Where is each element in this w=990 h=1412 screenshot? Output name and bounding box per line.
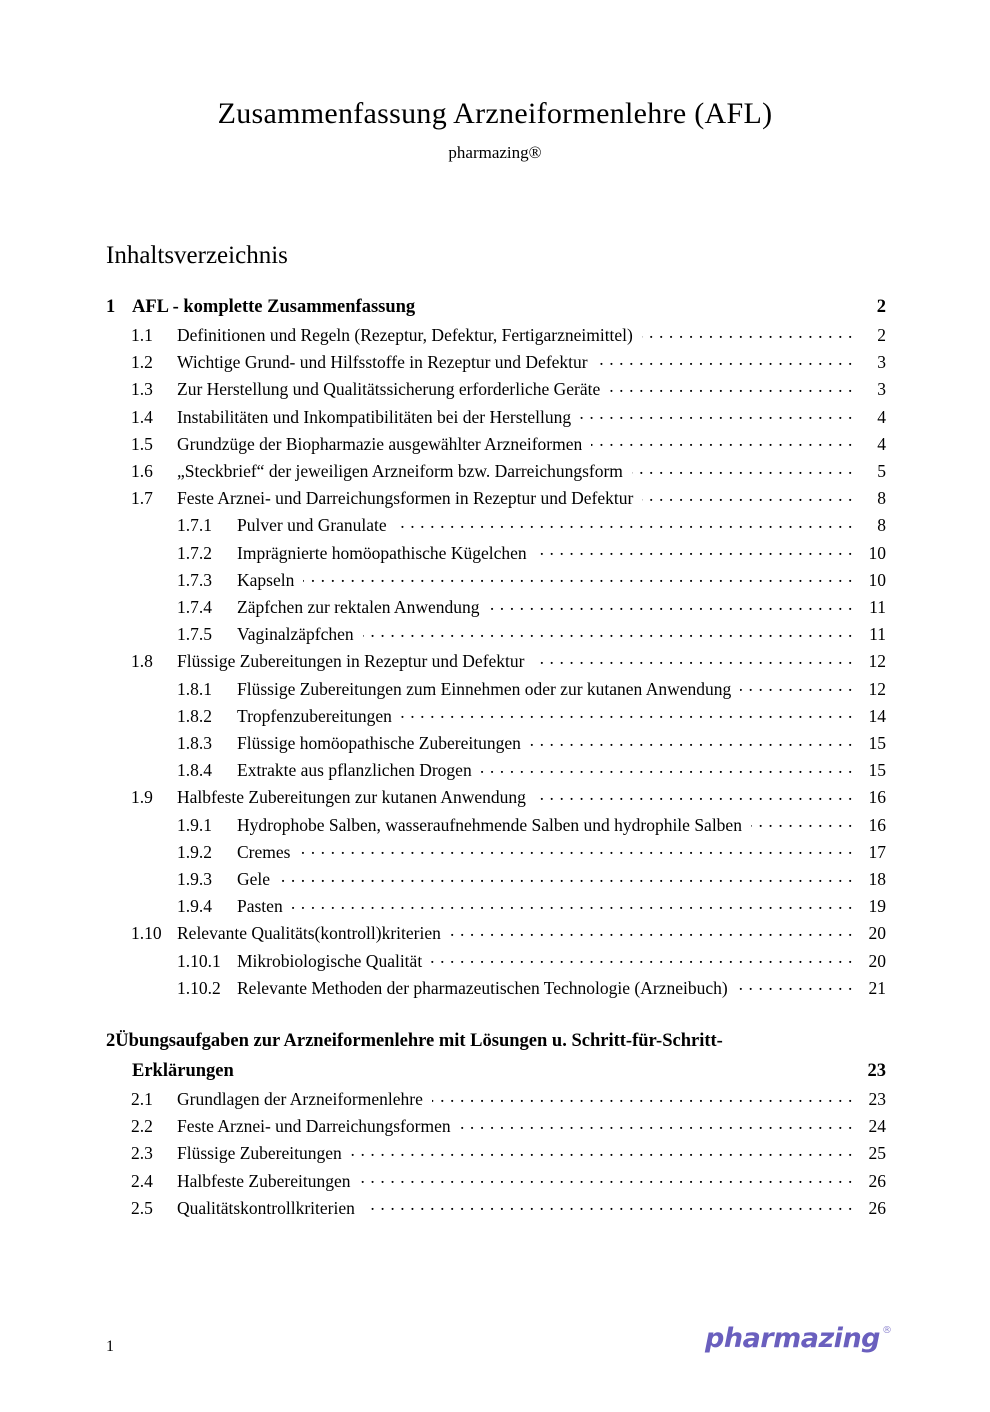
toc-entry-page: 12 [868,651,886,672]
toc-entry-page: 4 [877,406,886,427]
toc-dot-leader [401,704,853,722]
toc-entry-number: 1.7.3 [177,569,212,590]
toc-entry-label-continued: Erklärungen [132,1061,234,1082]
toc-entry[interactable] [106,1140,886,1167]
toc-entry[interactable] [106,1113,886,1140]
toc-entry-page: 26 [868,1197,886,1218]
toc-entry-label: Grundlagen der Arzneiformenlehre [177,1089,423,1110]
table-of-contents [106,292,886,1222]
toc-dot-leader [431,949,853,967]
toc-entry-label: Flüssige Zubereitungen zum Einnehmen oder zur kutanen Anwendung [237,678,732,699]
toc-entry-number: 1.10 [131,923,162,944]
toc-entry[interactable] [106,676,886,703]
toc-entry-number: 2.4 [131,1170,153,1191]
toc-entry-page: 16 [868,814,886,835]
toc-entry-page: 18 [868,869,886,890]
toc-dot-leader [363,623,853,641]
toc-dot-leader [424,294,853,313]
toc-dot-leader [292,895,853,913]
toc-dot-leader [535,786,853,804]
toc-entry-label: Pulver und Granulate [237,515,387,536]
toc-entry[interactable] [106,730,886,757]
toc-entry-label: Flüssige homöopathische Zubereitungen [237,733,521,754]
toc-entry-page: 3 [877,379,886,400]
toc-entry-line [106,1026,886,1056]
toc-entry-page: 15 [868,733,886,754]
toc-entry[interactable] [106,512,886,539]
toc-dot-leader [460,1115,853,1133]
toc-entry-line [106,1056,886,1086]
toc-entry-number: 1.8.2 [177,705,212,726]
toc-entry-page: 19 [868,896,886,917]
toc-dot-leader [642,324,853,342]
toc-dot-leader [737,976,853,994]
toc-entry[interactable] [106,404,886,431]
toc-entry[interactable] [106,1168,886,1195]
toc-entry-page: 11 [869,597,886,618]
toc-entry[interactable] [106,1026,886,1086]
page-title: Zusammenfassung Arzneiformenlehre (AFL) [217,97,773,130]
toc-entry-label: Zur Herstellung und Qualitätssicherung erforderliche Geräte [177,379,601,400]
toc-entry-page: 17 [868,841,886,862]
toc-entry-label: Flüssige Zubereitungen in Rezeptur und Defektur [177,651,525,672]
toc-entry-number: 1.5 [131,433,153,454]
toc-entry[interactable] [106,757,886,784]
toc-entry-number: 1.9.1 [177,814,212,835]
toc-entry-label: Tropfenzubereitungen [237,705,392,726]
toc-entry[interactable] [106,839,886,866]
toc-entry-page: 2 [876,297,886,317]
toc-entry-number: 2.5 [131,1197,153,1218]
toc-dot-leader [751,813,853,831]
toc-entry[interactable] [106,485,886,512]
toc-entry-number: 1.8.3 [177,733,212,754]
toc-dot-leader [359,1169,853,1187]
toc-entry-number: 1.9 [131,787,153,808]
toc-entry-number: 1.2 [131,352,153,373]
toc-heading: Inhaltsverzeichnis [106,242,288,269]
logo-wordmark: pharmazing [705,1323,880,1354]
toc-entry-label: Halbfeste Zubereitungen [177,1170,351,1191]
toc-entry-page: 25 [868,1143,886,1164]
toc-entry-label: AFL - komplette Zusammenfassung [132,297,416,317]
toc-entry-page: 10 [868,569,886,590]
toc-entry-page: 2 [877,325,886,345]
toc-entry[interactable] [106,1086,886,1113]
toc-entry[interactable] [106,540,886,567]
toc-entry-label: Zäpfchen zur rektalen Anwendung [237,597,480,618]
toc-entry-page: 24 [868,1116,886,1137]
toc-entry-number: 1.9.3 [177,869,212,890]
toc-entry[interactable] [106,567,886,594]
toc-entry-number: 1.3 [131,379,153,400]
toc-entry[interactable] [106,703,886,730]
toc-entry[interactable] [106,458,886,485]
toc-entry[interactable] [106,349,886,376]
toc-dot-leader [533,650,853,668]
toc-entry-number: 1.7 [131,488,153,509]
toc-dot-leader [580,405,853,423]
toc-dot-leader [488,596,853,614]
toc-entry-label: Grundzüge der Biopharmazie ausgewählter Arzneiformen [177,433,583,454]
toc-entry-number: 1.7.2 [177,542,212,563]
toc-entry[interactable] [106,866,886,893]
toc-entry[interactable] [106,920,886,947]
toc-entry-number: 1.8.1 [177,678,212,699]
toc-entry-number: 2.1 [131,1089,153,1110]
toc-dot-leader [396,514,853,532]
toc-entry-page: 15 [868,760,886,781]
toc-entry[interactable] [106,376,886,403]
toc-entry-label: Mikrobiologische Qualität [237,950,423,971]
toc-dot-leader [303,568,853,586]
toc-entry-number: 1.1 [131,325,153,345]
toc-dot-leader [364,1196,853,1214]
toc-dot-leader [642,487,853,505]
toc-entry-page: 8 [877,488,886,509]
toc-entry[interactable] [106,621,886,648]
registered-trademark-icon: ® [882,1325,892,1336]
toc-entry-page: 5 [877,461,886,482]
toc-entry[interactable] [106,648,886,675]
toc-entry-label: Extrakte aus pflanzlichen Drogen [237,760,472,781]
toc-dot-leader [536,541,853,559]
toc-entry[interactable] [106,594,886,621]
toc-dot-leader [632,460,853,478]
toc-entry[interactable] [106,431,886,458]
toc-entry[interactable] [106,893,886,920]
toc-entry-page: 3 [877,352,886,373]
toc-entry-label: Wichtige Grund- und Hilfsstoffe in Rezeptur und Defektur [177,352,588,373]
toc-entry-number: 2.2 [131,1116,153,1137]
toc-entry-number: 2.3 [131,1143,153,1164]
toc-entry[interactable] [106,784,886,811]
toc-entry-label: Relevante Qualitäts(kontroll)kriterien [177,923,441,944]
toc-dot-leader [530,732,853,750]
toc-entry-number: 1.10.1 [177,950,221,971]
toc-entry-number: 1.4 [131,406,153,427]
toc-entry-label: Qualitätskontrollkriterien [177,1197,355,1218]
toc-entry-page: 10 [868,542,886,563]
toc-entry[interactable] [106,292,886,322]
toc-entry-label: Relevante Methoden der pharmazeutischen Technologie (Arzneibuch) [237,977,728,998]
toc-entry[interactable] [106,975,886,1002]
toc-entry-label: Gele [237,869,271,890]
toc-entry-number: 1.7.1 [177,515,212,536]
toc-dot-leader [591,432,853,450]
toc-entry-number: 1.9.4 [177,896,212,917]
toc-entry-label: Vaginalzäpfchen [237,624,354,645]
toc-entry-page: 8 [877,515,886,536]
toc-entry[interactable] [106,1195,886,1222]
toc-entry-label: Feste Arznei- und Darreichungsformen [177,1116,451,1137]
toc-entry-page: 11 [869,624,886,645]
toc-entry-label: Halbfeste Zubereitungen zur kutanen Anwendung [177,787,526,808]
toc-entry-number: 2 [106,1031,116,1052]
toc-entry-page: 23 [868,1089,886,1110]
toc-entry-number: 1.8 [131,651,153,672]
toc-entry-number: 1 [106,297,116,317]
toc-dot-leader [432,1088,853,1106]
toc-entry-page: 20 [868,923,886,944]
toc-entry-label: Pasten [237,896,283,917]
footer-page-number: 1 [106,1338,114,1355]
page-subtitle: pharmazing® [448,143,542,162]
toc-dot-leader [609,378,853,396]
toc-dot-leader [597,351,853,369]
toc-entry-label: Feste Arznei- und Darreichungsformen in Rezeptur und Defektur [177,488,634,509]
toc-dot-leader [279,868,853,886]
toc-entry-label: Cremes [237,841,291,862]
toc-entry-number: 1.6 [131,461,153,482]
toc-entry-number: 1.7.5 [177,624,212,645]
toc-entry-label: Übungsaufgaben zur Arzneiformenlehre mit Lösungen u. Schritt-für-Schritt- [115,1031,723,1052]
toc-entry-page: 16 [868,787,886,808]
toc-entry-number: 1.9.2 [177,841,212,862]
toc-entry-label: „Steckbrief“ der jeweiligen Arzneiform bzw. Darreichungsform [177,461,623,482]
toc-entry-page: 14 [868,705,886,726]
toc-dot-leader [299,840,853,858]
toc-entry-page: 20 [868,950,886,971]
toc-entry-number: 1.7.4 [177,597,212,618]
toc-entry-page: 21 [868,977,886,998]
toc-dot-leader [740,677,853,695]
toc-entry-number: 1.10.2 [177,977,221,998]
toc-entry-page: 4 [877,433,886,454]
toc-entry-page: 26 [868,1170,886,1191]
toc-dot-leader [481,759,853,777]
toc-entry-page: 23 [867,1061,886,1082]
toc-entry-number: 1.8.4 [177,760,212,781]
toc-entry-page: 12 [868,678,886,699]
toc-entry-label: Kapseln [237,569,295,590]
toc-entry-label: Instabilitäten und Inkompatibilitäten bei der Herstellung [177,406,572,427]
toc-dot-leader [351,1142,853,1160]
toc-entry[interactable] [106,812,886,839]
toc-entry-label: Flüssige Zubereitungen [177,1143,342,1164]
toc-entry[interactable] [106,322,886,349]
toc-entry-label: Imprägnierte homöopathische Kügelchen [237,542,527,563]
toc-entry[interactable] [106,948,886,975]
title-block [0,96,990,164]
toc-entry-label: Definitionen und Regeln (Rezeptur, Defektur, Fertigarzneimittel) [177,325,633,345]
toc-entry-label: Hydrophobe Salben, wasseraufnehmende Salben und hydrophile Salben [237,814,742,835]
toc-dot-leader [450,922,853,940]
pharmazing-logo [705,1324,892,1354]
